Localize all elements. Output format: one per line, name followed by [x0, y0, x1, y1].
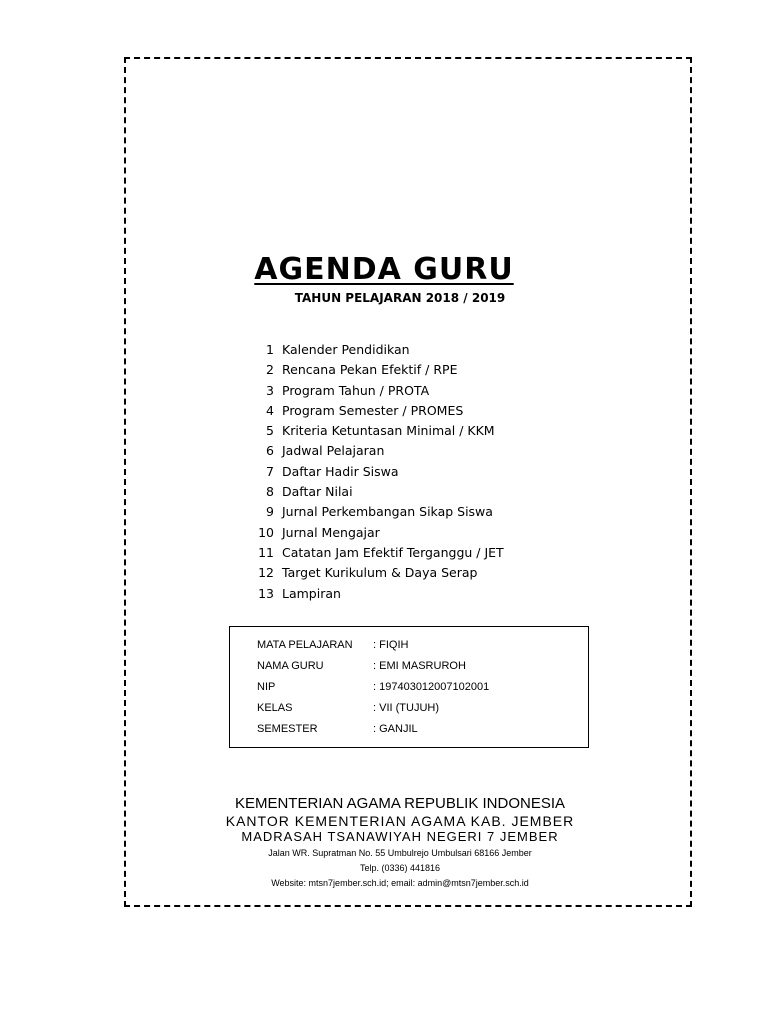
school-year: TAHUN PELAJARAN 2018 / 2019	[294, 291, 506, 305]
contents-list	[250, 340, 570, 604]
item-label: Catatan Jam Efektif Terganggu / JET	[282, 544, 504, 560]
info-label: NIP	[257, 681, 276, 693]
info-row-subject	[257, 635, 408, 655]
item-label: Jurnal Mengajar	[282, 524, 380, 540]
list-item	[250, 563, 570, 583]
list-item	[250, 523, 570, 543]
info-row-class	[257, 698, 439, 718]
item-label: Target Kurikulum & Daya Serap	[282, 565, 478, 581]
item-number: 10	[258, 524, 274, 540]
item-label: Program Tahun / PROTA	[282, 382, 430, 398]
info-label: KELAS	[257, 702, 293, 714]
info-value: : EMI MASRUROH	[373, 660, 466, 672]
item-label: Lampiran	[282, 585, 341, 601]
school-address: Jalan WR. Supratman No. 55 Umbulrejo Umbulsari 68166 Jember	[268, 848, 532, 858]
info-label: SEMESTER	[257, 723, 318, 735]
item-label: Jadwal Pelajaran	[282, 443, 385, 459]
item-number: 6	[266, 443, 274, 459]
item-label: Rencana Pekan Efektif / RPE	[282, 362, 458, 378]
list-item	[250, 462, 570, 482]
item-label: Program Semester / PROMES	[282, 402, 464, 418]
list-item	[250, 543, 570, 563]
list-item	[250, 381, 570, 401]
info-label: MATA PELAJARAN	[257, 639, 353, 651]
item-label: Kriteria Ketuntasan Minimal / KKM	[282, 423, 495, 439]
item-number: 9	[266, 504, 274, 520]
item-label: Kalender Pendidikan	[282, 342, 410, 357]
list-item	[250, 441, 570, 461]
info-value: : GANJIL	[373, 723, 418, 735]
office-name: KANTOR KEMENTERIAN AGAMA KAB. JEMBER	[225, 813, 575, 829]
list-item	[250, 360, 570, 380]
document-title: AGENDA GURU	[254, 252, 514, 287]
list-item	[250, 401, 570, 421]
item-number: 3	[266, 382, 274, 398]
list-item	[250, 584, 570, 604]
list-item	[250, 482, 570, 502]
info-row-semester	[257, 719, 418, 739]
item-number: 2	[266, 362, 274, 378]
info-value: : VII (TUJUH)	[373, 702, 439, 714]
info-label: NAMA GURU	[257, 660, 324, 672]
info-value: : 197403012007102001	[373, 681, 490, 693]
school-name: MADRASAH TSANAWIYAH NEGERI 7 JEMBER	[241, 829, 559, 844]
item-label: Jurnal Perkembangan Sikap Siswa	[282, 504, 493, 520]
info-value: : FIQIH	[373, 639, 409, 651]
item-number: 12	[258, 565, 274, 581]
item-number: 13	[258, 585, 274, 601]
list-item	[250, 340, 570, 360]
item-number: 7	[266, 463, 274, 479]
item-number: 5	[266, 423, 274, 439]
school-contact: Website: mtsn7jember.sch.id; email: admin@mtsn7jember.sch.id	[271, 878, 529, 888]
ministry-name: KEMENTERIAN AGAMA REPUBLIK INDONESIA	[234, 795, 566, 812]
school-phone: Telp. (0336) 441816	[359, 863, 441, 873]
item-number: 1	[266, 342, 274, 357]
info-row-nip	[257, 677, 489, 697]
item-number: 11	[258, 544, 274, 560]
item-number: 4	[266, 402, 274, 418]
list-item	[250, 421, 570, 441]
item-number: 8	[266, 484, 274, 500]
info-row-teacher	[257, 656, 466, 676]
teacher-info-box	[229, 626, 589, 748]
list-item	[250, 502, 570, 522]
item-label: Daftar Hadir Siswa	[282, 463, 399, 479]
item-label: Daftar Nilai	[282, 484, 353, 500]
